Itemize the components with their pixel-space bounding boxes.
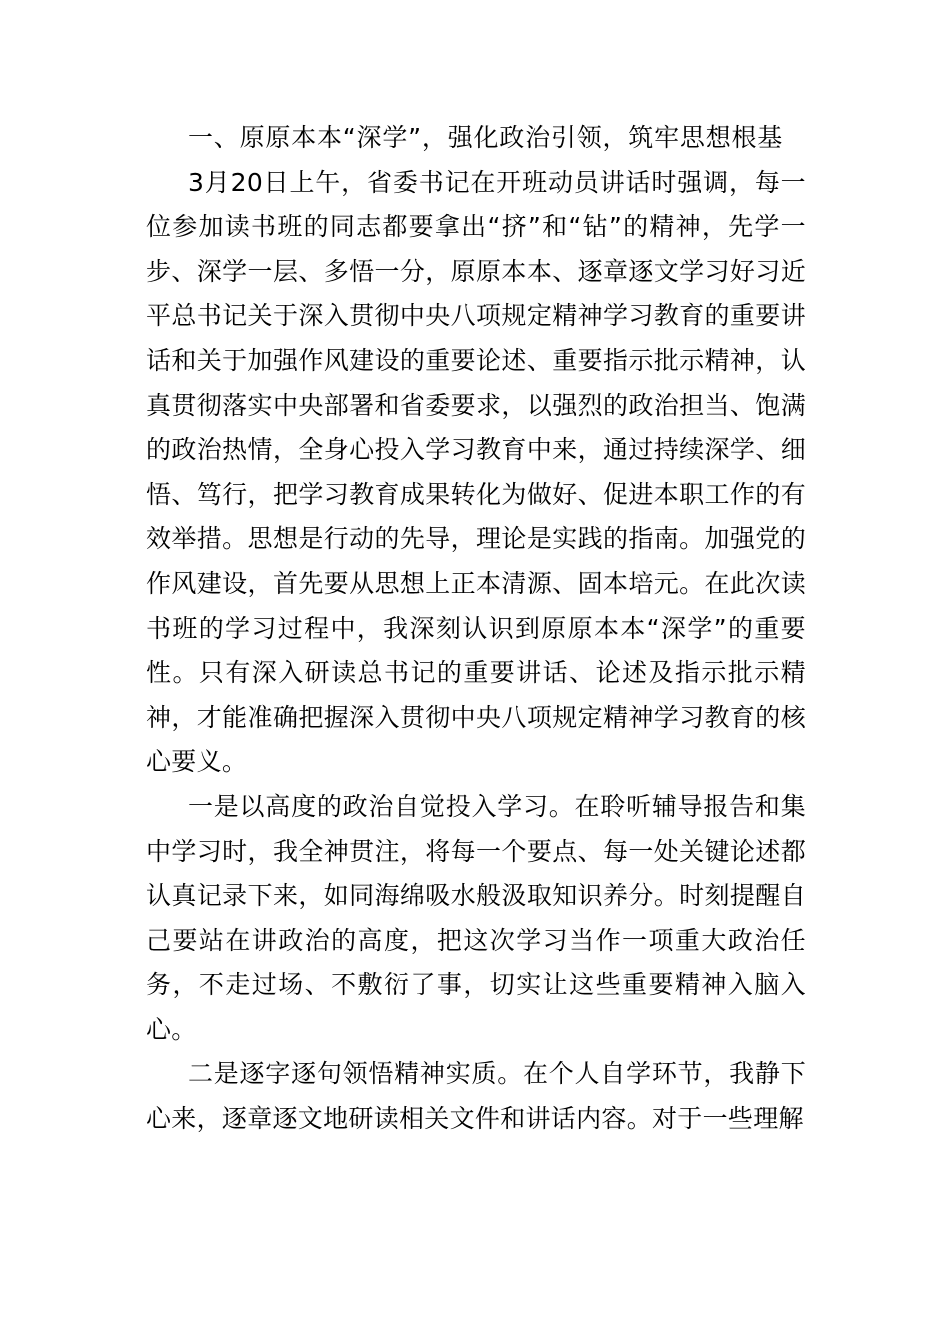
paragraph-intro: 3月20日上午，省委书记在开班动员讲话时强调，每一位参加读书班的同志都要拿出“挤”和“钻”的精神，先学一步、深学一层、多悟一分，原原本本、逐章逐文学习好习近平总书记关于深入贯彻中央八项规定精神学习教育的重要讲话和关于加强作风建设的重要论述、重要指示批示精神，认真贯彻落实中央部署和省委要求，以强烈的政治担当、饱满的政治热情，全身心投入学习教育中来，通过持续深学、细悟、笃行，把学习教育成果转化为做好、促进本职工作的有效举措。思想是行动的先导，理论是实践的指南。加强党的作风建设，首先要从思想上正本清源、固本培元。在此次读书班的学习过程中，我深刻认识到原原本本“深学”的重要性。只有深入研读总书记的重要讲话、论述及指示批示精神，才能准确把握深入贯彻中央八项规定精神学习教育的核心要义。: [146, 167, 806, 777]
paragraph-point-one: 一是以高度的政治自觉投入学习。在聆听辅导报告和集中学习时，我全神贯注，将每一个要点、每一处关键论述都认真记录下来，如同海绵吸水般汲取知识养分。时刻提醒自己要站在讲政治的高度，把这次学习当作一项重大政治任务，不走过场、不敷衍了事，切实让这些重要精神入脑入心。: [146, 791, 806, 1044]
paragraph-point-two: 二是逐字逐句领悟精神实质。在个人自学环节，我静下心来，逐章逐文地研读相关文件和讲话内容。对于一些理解: [146, 1059, 806, 1134]
document-body: [146, 116, 806, 1142]
section-heading: 一、原原本本“深学”，强化政治引领，筑牢思想根基: [188, 123, 784, 152]
